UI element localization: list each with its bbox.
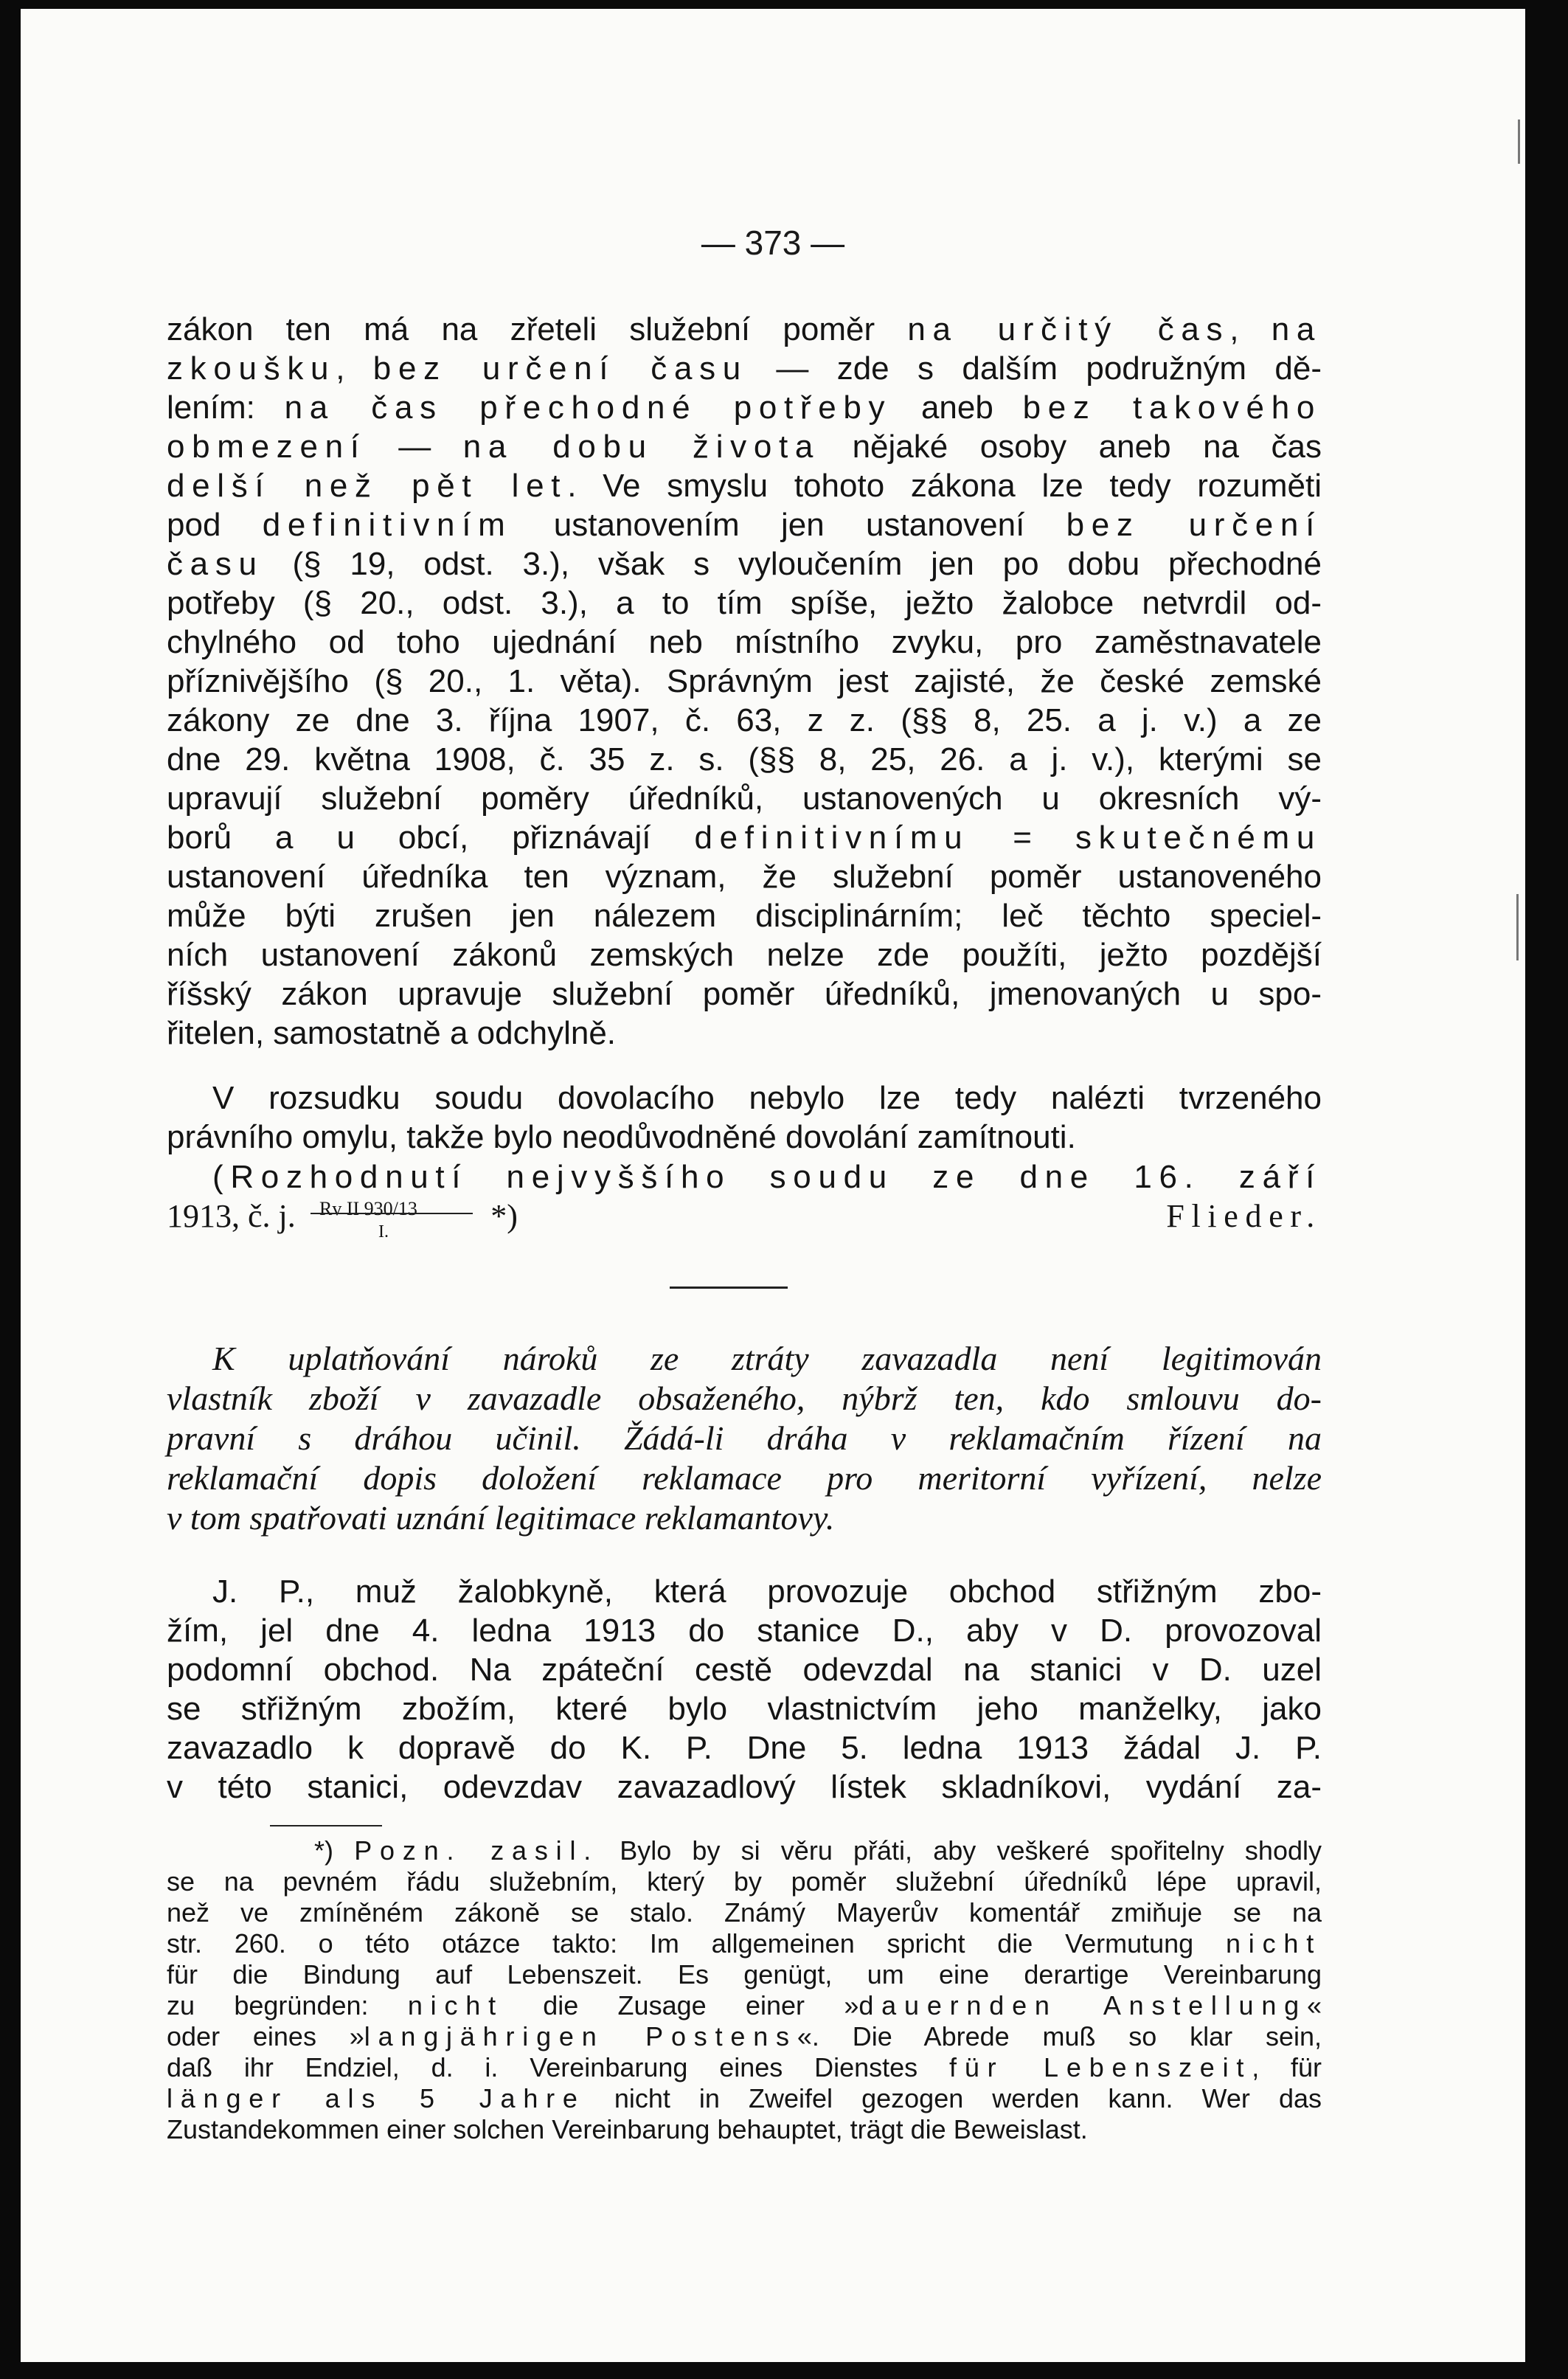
- text-run: potřeby (§ 20., odst. 3.), a to tím spíše, ježto žalobce netvrdil od-: [167, 585, 1322, 621]
- text-line: [167, 388, 1322, 427]
- emphasis-spaced: definitivním: [262, 507, 513, 543]
- headnote: [167, 1339, 1322, 1538]
- paragraph-legal-reasoning: [167, 310, 1322, 1053]
- text-run: ,: [1229, 311, 1272, 347]
- text-run: Zustandekommen einer solchen Vereinbarung behauptet, trägt die Beweislast.: [167, 2114, 1088, 2144]
- text-run: ,: [336, 350, 373, 387]
- text-run: příznivějšího (§ 20., 1. věta). Správným jest zajisté, že české zemské: [167, 663, 1322, 699]
- emphasis-spaced: obmezení: [167, 429, 367, 465]
- text-run: chylného od toho ujednání neb místního zvyku, pro zaměstnavatele: [167, 624, 1322, 660]
- text-run: für die Bindung auf Lebenszeit. Es genügt, um eine derartige Vereinbarung: [167, 1959, 1322, 1990]
- headnote-line: pravní s dráhou učinil. Žádá-li dráha v reklamačním řízení na: [167, 1419, 1322, 1457]
- decision-citation: [167, 1157, 1322, 1242]
- text-line: [167, 935, 1322, 974]
- text-line: zavazadlo k dopravě do K. P. Dne 5. ledna 1913 žádal J. P.: [167, 1730, 1322, 1766]
- page-number: — 373 —: [701, 224, 845, 262]
- text-line: [167, 740, 1322, 779]
- text-run: než ve zmíněném zákoně se stalo. Známý Mayerův komentář zmiňuje se na: [167, 1897, 1322, 1928]
- footnote-line: [167, 1897, 1322, 1928]
- emphasis-spaced: delší než pět let: [167, 468, 568, 504]
- text-run: «. Die Abrede muß so klar sein,: [797, 2021, 1322, 2051]
- case-reference-top: Rv II 930/13: [319, 1198, 417, 1219]
- emphasis-spaced: na dobu života: [462, 429, 821, 465]
- paragraph-conclusion: [167, 1078, 1322, 1157]
- judge-name: Flieder.: [1166, 1198, 1322, 1234]
- text-run: oder eines »: [167, 2021, 364, 2051]
- text-run: *): [314, 1835, 355, 1866]
- footnote-line: [167, 2083, 1322, 2114]
- headnote-line: vlastník zboží v zavazadle obsaženého, nýbrž ten, kdo smlouvu do-: [167, 1379, 1322, 1417]
- text-run: , für: [1252, 2052, 1322, 2082]
- scan-mark: [1518, 120, 1520, 164]
- emphasis-spaced: Pozn. zasil.: [354, 1835, 600, 1866]
- text-run: aneb: [892, 389, 1023, 426]
- text-run: může býti zrušen jen nálezem disciplinárním; leč těchto speciel-: [167, 898, 1322, 934]
- text-run: «: [1306, 1990, 1322, 2020]
- emphasis-spaced: skutečnému: [1075, 820, 1322, 856]
- text-run: lením:: [167, 389, 285, 426]
- text-run: nicht in Zweifel gezogen werden kann. Wer das: [585, 2083, 1322, 2113]
- footnote-marker: *): [490, 1198, 518, 1234]
- text-run: řitelen, samostatně a odchylně.: [167, 1015, 617, 1051]
- document-page: [21, 9, 1525, 2362]
- text-line: [167, 310, 1322, 349]
- footnote-line: [167, 1959, 1322, 1990]
- text-run: zákony ze dne 3. října 1907, č. 63, z z. (§§ 8, 25. a j. v.) a ze: [167, 702, 1322, 738]
- decision-number-prefix: 1913, č. j.: [167, 1198, 296, 1234]
- emphasis-spaced: času: [167, 546, 264, 582]
- text-line: [167, 466, 1322, 505]
- text-run: borů a u obcí, přiznávají: [167, 820, 695, 856]
- footnote-line: [167, 1835, 1322, 1866]
- emphasis-spaced: na: [1271, 311, 1322, 347]
- text-line: [167, 505, 1322, 544]
- scan-mark: [1516, 894, 1519, 960]
- footnote-line: [167, 2021, 1322, 2052]
- text-line: [167, 427, 1322, 466]
- text-run: —: [366, 429, 463, 465]
- decision-reference-line: [167, 1197, 1322, 1242]
- footnote-line: [167, 1928, 1322, 1959]
- emphasis-spaced: na čas přechodné potřeby: [284, 389, 892, 426]
- text-line: [167, 818, 1322, 857]
- footnote-line: [167, 2114, 1322, 2145]
- text-run: dne 29. května 1908, č. 35 z. s. (§§ 8, 25, 26. a j. v.), kterými se: [167, 741, 1322, 778]
- text-line: [167, 1014, 1322, 1053]
- text-run: str. 260. o této otázce takto: Im allgemeinen spricht die Vermutung: [167, 1928, 1226, 1959]
- emphasis-spaced: bez určení: [1066, 507, 1322, 543]
- text-line: [167, 857, 1322, 896]
- paragraph-facts: [167, 1572, 1322, 1807]
- text-run: die Zusage einer »: [503, 1990, 859, 2020]
- text-line: [167, 896, 1322, 935]
- text-run: daß ihr Endziel, d. i. Vereinbarung eines Dienstes: [167, 2052, 950, 2082]
- text-line: [167, 701, 1322, 740]
- emphasis-spaced: dauernden Anstellung: [858, 1990, 1307, 2020]
- text-line: [167, 544, 1322, 584]
- text-run: pod: [167, 507, 263, 543]
- text-run: ustanovením jen ustanovení: [512, 507, 1066, 543]
- text-run: říšský zákon upravuje služební poměr úředníků, jmenovaných u spo-: [167, 976, 1322, 1012]
- footnote-divider: [270, 1825, 382, 1826]
- text-line: [167, 779, 1322, 818]
- emphasis-spaced: für Lebenszeit: [949, 2052, 1252, 2082]
- emphasis-spaced: zkoušku: [167, 350, 336, 387]
- case-reference: [305, 1197, 482, 1242]
- text-run: =: [969, 820, 1075, 856]
- text-line: podomní obchod. Na zpáteční cestě odevzdal na stanici v D. uzel: [167, 1652, 1322, 1688]
- text-line: se střižným zbožím, které bylo vlastnictvím jeho manželky, jako: [167, 1691, 1322, 1727]
- text-run: (§ 19, odst. 3.), však s vyloučením jen po dobu přechodné: [263, 546, 1322, 582]
- text-run: ustanovení úředníka ten význam, že služební poměr ustanoveného: [167, 859, 1322, 895]
- headnote-line: K uplatňování nároků ze ztráty zavazadla není legitimován: [212, 1340, 1322, 1377]
- text-run: . Ve smyslu tohoto zákona lze tedy rozuměti: [567, 468, 1322, 504]
- emphasis-spaced: langjährigen Postens: [364, 2021, 797, 2051]
- decision-citation-line: (Rozhodnutí nejvyššího soudu ze dne 16. září: [212, 1159, 1322, 1195]
- text-line: V rozsudku soudu dovolacího nebylo lze tedy nalézti tvrzeného: [212, 1080, 1322, 1116]
- text-run: upravují služební poměry úředníků, ustanovených u okresních vý-: [167, 780, 1322, 817]
- emphasis-spaced: länger als 5 Jahre: [167, 2083, 586, 2113]
- footnote: [167, 1835, 1322, 2145]
- text-run: zu begründen:: [167, 1990, 408, 2020]
- footnote-line: [167, 1866, 1322, 1897]
- text-line: [167, 662, 1322, 701]
- text-line: [167, 623, 1322, 662]
- text-run: Bylo by si věru přáti, aby veškeré spořitelny shodly: [599, 1835, 1322, 1866]
- text-run: ních ustanovení zákonů zemských nelze zde použíti, ježto pozdější: [167, 937, 1322, 973]
- text-run: nějaké osoby aneb na čas: [820, 429, 1322, 465]
- text-line: [167, 349, 1322, 388]
- text-run: se na pevném řádu služebním, který by poměr služební úředníků lépe upravil,: [167, 1866, 1322, 1897]
- text-line: v této stanici, odevzdav zavazadlový lístek skladníkovi, vydání za-: [167, 1769, 1322, 1805]
- footnote-line: [167, 1990, 1322, 2021]
- text-line: J. P., muž žalobkyně, která provozuje obchod střižným zbo-: [212, 1573, 1322, 1610]
- text-run: zákon ten má na zřeteli služební poměr: [167, 311, 908, 347]
- emphasis-spaced: bez takového: [1022, 389, 1322, 426]
- footnote-line: [167, 2052, 1322, 2083]
- text-line: [167, 584, 1322, 623]
- headnote-line: reklamační dopis doložení reklamace pro meritorní vyřízení, nelze: [167, 1459, 1322, 1497]
- fraction-line: [311, 1213, 473, 1214]
- text-run: — zde s dalším podružným dě-: [747, 350, 1322, 387]
- case-reference-bottom: I.: [378, 1222, 389, 1242]
- section-divider: [670, 1287, 788, 1289]
- emphasis-spaced: bez určení času: [372, 350, 748, 387]
- emphasis-spaced: definitivnímu: [694, 820, 970, 856]
- emphasis-spaced: na určitý čas: [907, 311, 1230, 347]
- text-line: žím, jel dne 4. ledna 1913 do stanice D., aby v D. provozoval: [167, 1613, 1322, 1649]
- text-line: právního omylu, takže bylo neodůvodněné dovolání zamítnouti.: [167, 1119, 1076, 1155]
- text-line: [167, 974, 1322, 1014]
- emphasis-spaced: nicht: [1225, 1928, 1322, 1959]
- headnote-line: v tom spatřovati uznání legitimace reklamantovy.: [167, 1499, 835, 1537]
- emphasis-spaced: nicht: [407, 1990, 504, 2020]
